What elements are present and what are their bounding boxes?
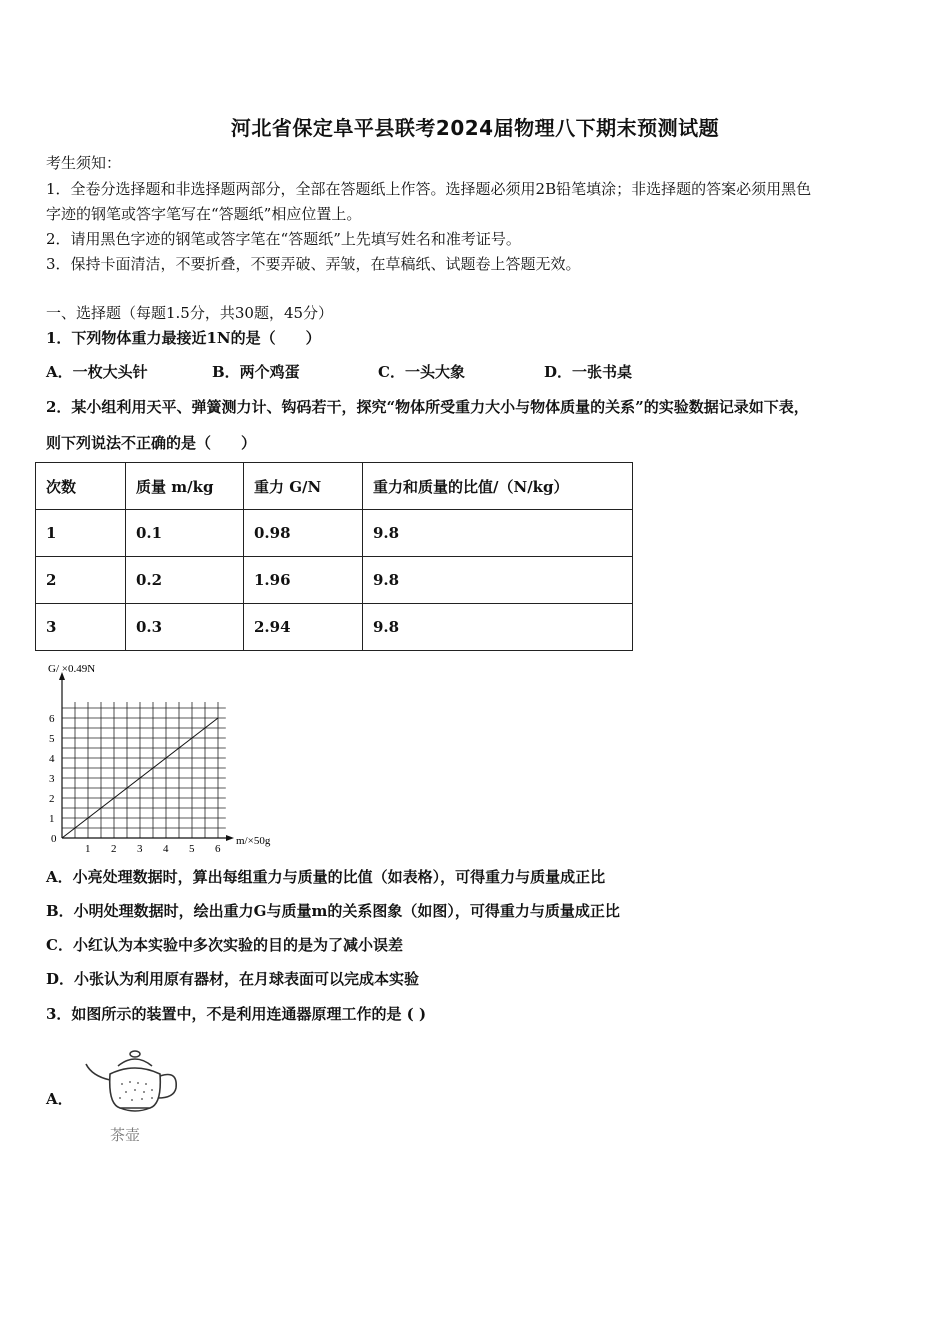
teapot-caption: 茶壶 [110,1126,141,1144]
x-tick-labels [85,843,221,855]
y-tick-labels [49,713,55,825]
y-tick-label: 3 [49,773,55,785]
y-tick-label: 2 [49,793,55,805]
q1-stem: 1．下列物体重力最接近1N的是（ ） [46,329,321,347]
x-tick-label: 1 [85,843,91,855]
y-axis-label: G/ ×0.49N [48,663,96,675]
q2-stem-line2: 则下列说法不正确的是（ ） [46,434,257,452]
y-tick-label: 4 [49,753,55,765]
g-m-graph [40,660,290,855]
y-tick-label: 6 [49,713,55,725]
y-tick-label: 1 [49,813,55,825]
x-tick-label: 5 [189,843,195,855]
x-tick-label: 4 [163,843,169,855]
table-cell: 0.2 [126,557,244,604]
table-cell: 0.98 [244,510,363,557]
teapot-dots [119,1081,153,1101]
table-cell: 9.8 [363,604,633,651]
notice-item: 2．请用黑色字迹的钢笔或答字笔在“答题纸”上先填写姓名和准考证号。 [46,230,521,248]
teapot-lid-knob [130,1051,140,1057]
table-cell: 9.8 [363,557,633,604]
teapot-body [110,1068,161,1108]
x-axis-label: m/×50g [236,835,271,847]
table-cell: 2 [36,557,126,604]
table-cell: 0.1 [126,510,244,557]
table-header: 次数 [36,463,126,510]
table-cell: 2.94 [244,604,363,651]
teapot-lid [118,1059,152,1066]
notice-item: 3．保持卡面清洁，不要折叠，不要弄破、弄皱，在草稿纸、试题卷上答题无效。 [46,255,581,273]
data-table [35,462,633,651]
table-row [36,604,633,651]
table-row [36,557,633,604]
table-header: 重力 G/N [244,463,363,510]
q1-option-c: C．一头大象 [378,363,465,381]
origin-label: 0 [51,833,57,845]
q2-option-c: C．小红认为本实验中多次实验的目的是为了减小误差 [46,936,403,954]
x-tick-label: 6 [215,843,221,855]
q2-stem-line1: 2．某小组利用天平、弹簧测力计、钩码若干，探究“物体所受重力大小与物体质量的关系”的实验数据记录如下表， [46,398,809,416]
table-header: 重力和质量的比值/（N/kg） [363,463,633,510]
x-axis-arrow [226,835,234,841]
table-cell: 0.3 [126,604,244,651]
q1-option-d: D．一张书桌 [544,363,633,381]
notice-heading: 考生须知： [46,154,122,172]
table-header-row [36,463,633,510]
q1-option-a: A．一枚大头针 [46,363,148,381]
x-tick-label: 3 [137,843,143,855]
table-cell: 1 [36,510,126,557]
table-row [36,510,633,557]
table-cell: 9.8 [363,510,633,557]
notice-item: 字迹的钢笔或答字笔写在“答题纸”相应位置上。 [46,205,362,223]
notice-item: 1．全卷分选择题和非选择题两部分，全部在答题纸上作答。选择题必须用2B铅笔填涂；非选择题的答案必须用黑色 [46,180,812,198]
table-header: 质量 m/kg [126,463,244,510]
y-tick-label: 5 [49,733,55,745]
q2-option-a: A．小亮处理数据时，算出每组重力与质量的比值（如表格），可得重力与质量成正比 [46,868,606,886]
page-title: 河北省保定阜平县联考2024届物理八下期末预测试题 [230,116,720,140]
graph-grid [62,702,226,838]
table-cell: 3 [36,604,126,651]
q3-stem: 3．如图所示的装置中，不是利用连通器原理工作的是 ( ) [46,1005,427,1023]
q1-options [46,361,632,382]
q2-option-b: B．小明处理数据时，绘出重力G与质量m的关系图象（如图），可得重力与质量成正比 [46,902,620,920]
teapot-image [80,1040,190,1150]
x-tick-label: 2 [111,843,117,855]
q3-option-a-label: A． [46,1090,73,1108]
q2-option-d: D．小张认为利用原有器材，在月球表面可以完成本实验 [46,970,420,988]
table-cell: 1.96 [244,557,363,604]
teapot-spout [86,1064,110,1080]
section-heading: 一、选择题（每题1.5分，共30题，45分） [46,304,334,322]
q1-option-b: B．两个鸡蛋 [212,363,300,381]
